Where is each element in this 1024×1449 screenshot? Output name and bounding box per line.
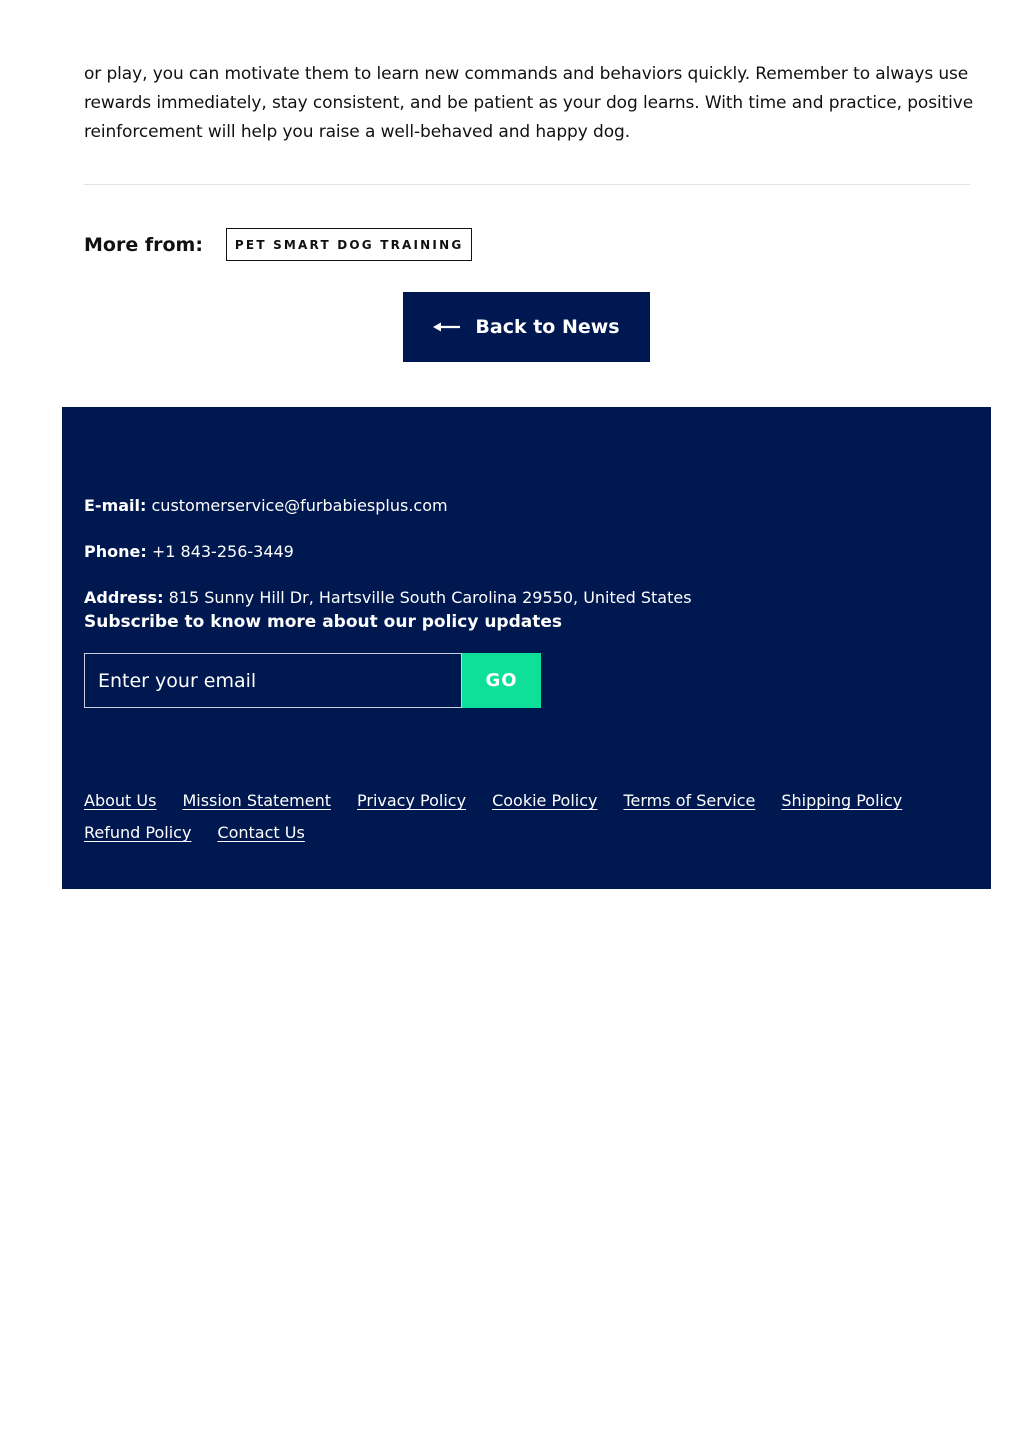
phone-label: Phone: <box>84 542 147 561</box>
footer-email <box>84 496 448 515</box>
footer-link-contact-us[interactable]: Contact Us <box>217 823 305 842</box>
back-to-news-label: Back to News <box>475 316 620 338</box>
footer-link-privacy-policy[interactable]: Privacy Policy <box>357 791 467 810</box>
article-paragraph: or play, you can motivate them to learn new commands and behaviors quickly. Remember to always use rewards immediately, stay consistent, and be patient as your dog learns. With time and practice, positive reinforcement will help you raise a well-behaved and happy dog. <box>84 64 974 142</box>
tag-pet-smart-dog-training[interactable]: PET SMART DOG TRAINING <box>226 228 472 261</box>
footer-link-cookie-policy[interactable]: Cookie Policy <box>492 791 598 810</box>
site-footer <box>62 407 991 889</box>
email-label: E-mail: <box>84 496 147 515</box>
email-input[interactable] <box>84 653 462 708</box>
more-from <box>84 228 472 261</box>
article-tail <box>84 60 974 147</box>
back-to-news-button[interactable] <box>403 292 650 362</box>
phone-value: +1 843-256-3449 <box>151 542 294 561</box>
footer-link-refund-policy[interactable]: Refund Policy <box>84 823 192 842</box>
footer-link-about-us[interactable]: About Us <box>84 791 157 810</box>
footer-link-mission-statement[interactable]: Mission Statement <box>182 791 332 810</box>
footer-address <box>84 588 692 607</box>
address-value: 815 Sunny Hill Dr, Hartsville South Carolina 29550, United States <box>168 588 692 607</box>
subscribe-form <box>84 653 541 708</box>
footer-link-terms-of-service[interactable]: Terms of Service <box>623 791 756 810</box>
divider <box>84 184 970 185</box>
footer-links <box>84 791 964 843</box>
arrow-left-icon <box>433 321 461 333</box>
footer-link-shipping-policy[interactable]: Shipping Policy <box>781 791 903 810</box>
footer-phone <box>84 542 294 561</box>
email-value: customerservice@furbabiesplus.com <box>151 496 448 515</box>
address-label: Address: <box>84 588 164 607</box>
more-from-label: More from: <box>84 233 203 256</box>
subscribe-heading: Subscribe to know more about our policy updates <box>84 612 563 632</box>
go-button[interactable]: GO <box>462 653 541 708</box>
